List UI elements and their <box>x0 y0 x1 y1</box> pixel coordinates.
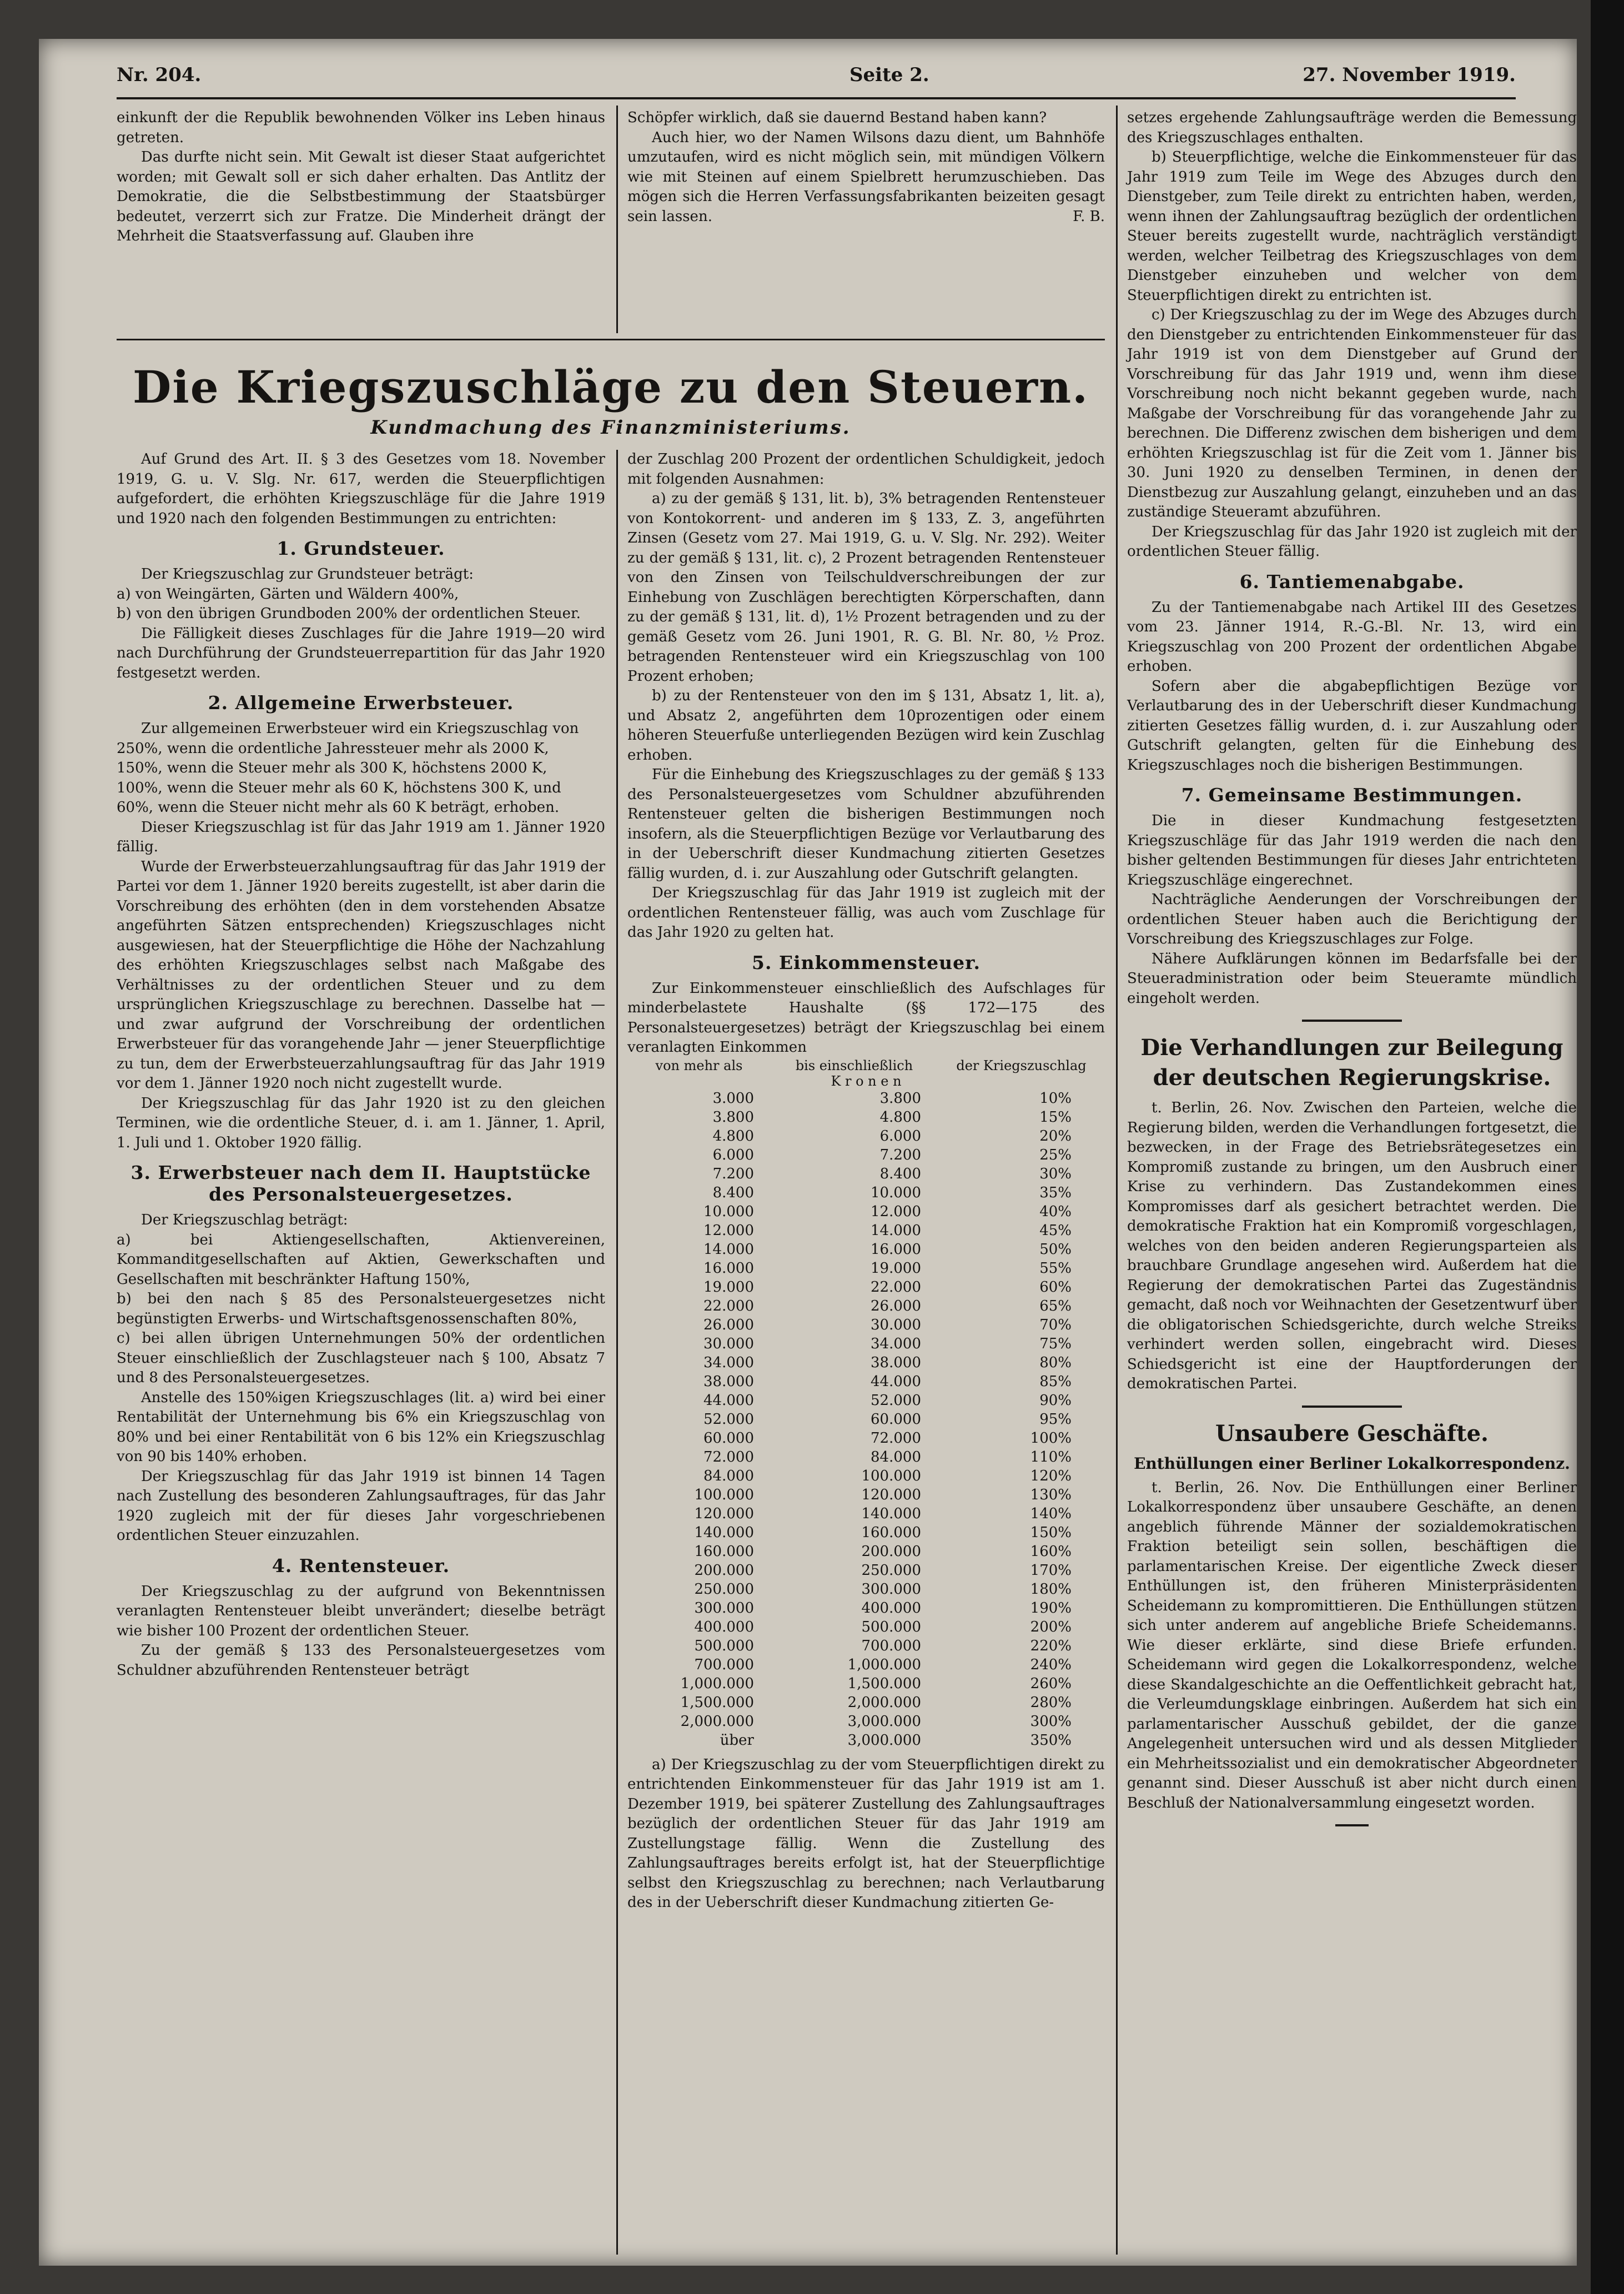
page-header <box>117 64 1516 99</box>
to-cell: 14.000 <box>871 1222 921 1239</box>
rate-cell: 220% <box>1030 1637 1072 1654</box>
income-tax-table <box>627 1058 1105 1750</box>
from-cell: 12.000 <box>703 1222 754 1239</box>
table-row <box>627 1429 1105 1448</box>
from-cell: 34.000 <box>703 1354 754 1371</box>
rate-cell: 50% <box>1039 1241 1072 1258</box>
table-row <box>627 1259 1105 1278</box>
rate-cell: 35% <box>1039 1184 1072 1201</box>
to-cell: 84.000 <box>871 1448 921 1465</box>
rate-cell: 40% <box>1039 1203 1072 1220</box>
table-row <box>627 1108 1105 1127</box>
news-headline: Unsaubere Geschäfte. <box>1215 1420 1489 1447</box>
rate-cell: 10% <box>1039 1090 1072 1107</box>
to-cell: 30.000 <box>871 1316 921 1333</box>
issue-date: 27. November 1919. <box>1303 64 1516 86</box>
rate-cell: 15% <box>1039 1108 1072 1126</box>
end-mark <box>1335 1824 1369 1826</box>
table-row <box>627 1485 1105 1504</box>
table-row <box>627 1580 1105 1599</box>
from-cell: 4.800 <box>712 1127 754 1145</box>
table-row <box>627 1731 1105 1750</box>
to-cell: 52.000 <box>871 1392 921 1409</box>
from-cell: 200.000 <box>694 1562 754 1579</box>
paragraph: Nähere Aufklärungen können im Bedarfsfalle bei der Steueradministration oder beim Steueramte mündlich eingeholt werden. <box>1127 950 1577 1007</box>
table-row <box>627 1127 1105 1146</box>
news-subtitle: Enthüllungen einer Berliner Lokalkorrespondenz. <box>1134 1454 1570 1473</box>
to-cell: 16.000 <box>871 1241 921 1258</box>
table-row <box>627 1693 1105 1712</box>
rate-cell: 100% <box>1030 1429 1072 1447</box>
rate-cell: 45% <box>1039 1222 1072 1239</box>
to-cell: 34.000 <box>871 1335 921 1352</box>
table-row <box>627 1240 1105 1259</box>
top-column-1 <box>117 108 605 247</box>
table-row <box>627 1504 1105 1523</box>
from-cell: 38.000 <box>703 1373 754 1390</box>
table-header: von mehr als <box>655 1057 743 1073</box>
paragraph: Die in dieser Kundmachung festgesetzten Kriegszuschläge für das Jahr 1919 werden die nach den bisher geltenden Bestimmungen für dieses Jahr entrichteten Kriegszuschläge eingerechnet. <box>1127 812 1577 889</box>
table-row <box>627 1146 1105 1164</box>
table-row <box>627 1202 1105 1221</box>
column-rule <box>1116 106 1118 2255</box>
paragraph: Das durfte nicht sein. Mit Gewalt ist dieser Staat aufgerichtet worden; mit Gewalt soll er sich daher erhalten. Das Antlitz der Demokratie, die die Selbstbestimmung der Staatsbürger bedeutet, verzerrt sich zur Fratze. Die Minderheit drängt der Mehrheit die Staatsverfassung auf. Glauben ihre <box>117 149 605 244</box>
paragraph: a) Der Kriegszuschlag zu der vom Steuerpflichtigen direkt zu entrichtenden Einkommensteuer für das Jahr 1919 ist am 1. Dezember 1919, bei späterer Zustellung des Zahlungsauftrages bezüglich der ordentlichen Steuer für das Jahr 1919 am Zustellungstage fällig. Wenn die Zustellung des Zahlungsauftrages bereits erfolgt ist, hat der Steuerpflichtige selbst den Kriegszuschlag zu berechnen; nach Verlautbarung des in der Ueberschrift dieser Kundmachung zitierten Ge- <box>627 1756 1105 1911</box>
paragraph: Zur Einkommensteuer einschließlich des Aufschlages für minderbelastete Haushalte (§§ 172—175 des Personalsteuergesetzes) beträgt der Kriegszuschlag bei einem veranlagten Einkommen <box>627 980 1105 1056</box>
paragraph: Der Kriegszuschlag beträgt: <box>141 1212 348 1228</box>
section-heading: 4. Rentensteuer. <box>271 1554 450 1577</box>
from-cell: 100.000 <box>694 1486 754 1503</box>
rate-item: 100%, wenn die Steuer mehr als 60 K, höchstens 300 K, und <box>117 779 561 796</box>
to-cell: 38.000 <box>871 1354 921 1371</box>
rate-cell: 170% <box>1030 1562 1072 1579</box>
section-heading: 3. Erwerbsteuer nach dem II. Hauptstücke des Personalsteuergesetzes. <box>130 1162 591 1205</box>
column-rule <box>616 450 618 2255</box>
rate-cell: 150% <box>1030 1524 1072 1541</box>
paragraph: Der Kriegszuschlag für das Jahr 1920 ist zu den gleichen Terminen, wie die ordentliche Steuer, d. i. am 1. Jänner, 1. April, 1. Juli und 1. Oktober 1920 fällig. <box>117 1095 605 1151</box>
from-cell: 140.000 <box>694 1524 754 1541</box>
rate-cell: 280% <box>1030 1694 1072 1711</box>
to-cell: 200.000 <box>861 1543 921 1560</box>
to-cell: 19.000 <box>871 1259 921 1277</box>
from-cell: 120.000 <box>694 1505 754 1522</box>
paragraph: einkunft der die Republik bewohnenden Völker ins Leben hinaus getreten. <box>117 109 605 146</box>
table-row <box>627 1221 1105 1240</box>
table-row <box>627 1561 1105 1580</box>
separator <box>1302 1020 1402 1022</box>
article-column-3 <box>1127 108 1577 1838</box>
rate-cell: 110% <box>1030 1448 1072 1465</box>
rate-cell: 90% <box>1039 1392 1072 1409</box>
from-cell: 84.000 <box>703 1467 754 1484</box>
paragraph: Dieser Kriegszuschlag ist für das Jahr 1919 am 1. Jänner 1920 fällig. <box>117 819 605 855</box>
from-cell: 30.000 <box>703 1335 754 1352</box>
from-cell: 3.800 <box>712 1108 754 1126</box>
from-cell: 10.000 <box>703 1203 754 1220</box>
page-number: Seite 2. <box>849 64 929 86</box>
from-cell: 7.200 <box>712 1165 754 1182</box>
from-cell: 8.400 <box>712 1184 754 1201</box>
table-row <box>627 1674 1105 1693</box>
rate-cell: 30% <box>1039 1165 1072 1182</box>
news-body: t. Berlin, 26. Nov. Die Enthüllungen einer Berliner Lokalkorrespondenz über unsaubere Geschäfte, an denen angeblich führende Männer der sozialdemokratischen Fraktion beteiligt sein sollen, beschäftigen die parlamentarischen Kreise. Der eigentliche Zweck dieser Enthüllungen ist, den früheren Ministerpräsidenten Scheidemann zu kompromittieren. Die Enthüllungen stützen sich unter anderem auf angebliche Briefe Scheidemanns. Wie dieser erklärte, sind diese Briefe erfunden. Scheidemann wird gegen die Lokalkorrespondenz, welche diese Skandalgeschichte an die Oeffentlichkeit gebracht hat, die Verleumdungsklage einbringen. Außerdem hat sich ein parlamentarischer Ausschuß gebildet, der die ganze Angelegenheit untersuchen wird und als dessen Mitglieder ein Mehrheitssozialist und ein demokratischer Abgeordneter genannt sind. Dieser Ausschuß ist aber nicht durch einen Beschluß der Nationalversammlung eingesetzt worden. <box>1127 1479 1577 1811</box>
list-item: a) bei Aktiengesellschaften, Aktienvereinen, Kommanditgesellschaften auf Aktien, Gewerkschaften und Gesellschaften mit beschränkter Haftung 150%, <box>117 1231 605 1288</box>
rate-cell: 80% <box>1039 1354 1072 1371</box>
table-row <box>627 1391 1105 1410</box>
rate-cell: 55% <box>1039 1259 1072 1277</box>
list-item: a) von Weingärten, Gärten und Wäldern 400%, <box>117 585 459 603</box>
table-row <box>627 1410 1105 1429</box>
paragraph: Wurde der Erwerbsteuerzahlungsauftrag für das Jahr 1919 der Partei vor dem 1. Jänner 1920 bereits zugestellt, ist aber darin die Vorschreibung des erhöhten (den in dem vorstehenden Absatze angeführten Sätzen entsprechenden) Kriegszuschlages nicht ausgewiesen, hat der Steuerpflichtige die Höhe der Nachzahlung des erhöhten Kriegszuschlages selbst nach Maßgabe des Verhältnisses zu der ordentlichen Steuer und zu dem ursprünglichen Kriegszuschlage zu berechnen. Dasselbe hat — und zwar aufgrund der Vorschreibung der ordentlichen Erwerbsteuer für das vorangehende Jahr — jener Steuerpflichtige zu tun, dem der Erwerbsteuerzahlungsauftrag für das Jahr 1919 vor dem 1. Jänner 1920 noch nicht zugestellt wurde. <box>117 858 605 1092</box>
rate-cell: 120% <box>1030 1467 1072 1484</box>
from-cell: 700.000 <box>694 1656 754 1673</box>
to-cell: 8.400 <box>879 1165 921 1182</box>
from-cell: 300.000 <box>694 1599 754 1617</box>
separator <box>1302 1405 1402 1408</box>
rate-cell: 25% <box>1039 1146 1072 1163</box>
rate-cell: 160% <box>1030 1543 1072 1560</box>
to-cell: 3.800 <box>879 1090 921 1107</box>
paragraph: c) Der Kriegszuschlag zu der im Wege des Abzuges durch den Dienstgeber zu entrichtenden Einkommensteuer für das Jahr 1919 ist von dem Dienstgeber auf Grund der Vorschreibung für das Jahr 1919 und, wenn ihm diese Vorschreibung noch nicht bekannt gegeben wurde, nach Maßgabe der Vorschreibung für das vorangehende Jahr zu berechnen. Die Differenz zwischen dem bisherigen und dem erhöhten Kriegszuschlag ist für die Zeit vom 1. Jänner bis 30. Juni 1920 zu denselben Terminen, in denen der Dienstbezug zur Auszahlung gelangt, einzuheben und an das zuständige Steueramt abzuführen. <box>1127 307 1577 520</box>
to-cell: 60.000 <box>871 1410 921 1428</box>
to-cell: 500.000 <box>861 1618 921 1635</box>
to-cell: 44.000 <box>871 1373 921 1390</box>
to-cell: 26.000 <box>871 1297 921 1314</box>
rate-cell: 65% <box>1039 1297 1072 1314</box>
to-cell: 1,500.000 <box>847 1675 921 1692</box>
paragraph: Die Fälligkeit dieses Zuschlages für die Jahre 1919—20 wird nach Durchführung der Grundsteuerrepartition für das Jahr 1920 festgesetzt werden. <box>117 625 605 681</box>
to-cell: 12.000 <box>871 1203 921 1220</box>
paragraph: Der Kriegszuschlag für das Jahr 1919 ist binnen 14 Tagen nach Zustellung des besonderen Zahlungsauftrages, für das Jahr 1920 zugleich mit der für dieses Jahr vorgeschriebenen ordentlichen Steuer einzuzahlen. <box>117 1468 605 1544</box>
rate-cell: 70% <box>1039 1316 1072 1333</box>
paragraph: Auch hier, wo der Namen Wilsons dazu dient, um Bahnhöfe umzutaufen, wird es nicht möglich sein, mit mündigen Völkern wie mit Steinen auf einem Spielbrett herumzuschieben. Das mögen sich die Herren Verfassungsfabrikanten beizeiten gesagt sein lassen. <box>627 129 1105 225</box>
rate-cell: 190% <box>1030 1599 1072 1617</box>
rate-item: 150%, wenn die Steuer mehr als 300 K, höchstens 2000 K, <box>117 760 547 776</box>
to-cell: 7.200 <box>879 1146 921 1163</box>
list-item: b) bei den nach § 85 des Personalsteuergesetzes nicht begünstigten Erwerbs- und Wirtschaftsgenossenschaften 80%, <box>117 1291 605 1327</box>
rate-cell: 300% <box>1030 1713 1072 1730</box>
to-cell: 160.000 <box>861 1524 921 1541</box>
table-row <box>627 1712 1105 1731</box>
table-row <box>627 1372 1105 1391</box>
paragraph: Der Kriegszuschlag zu der aufgrund von Bekenntnissen veranlagten Rentensteuer bleibt unverändert; dieselbe beträgt wie bisher 100 Prozent der ordentlichen Steuer. <box>117 1583 605 1639</box>
from-cell: 60.000 <box>703 1429 754 1447</box>
section-heading: 6. Tantiemenabgabe. <box>1239 570 1465 593</box>
table-row <box>627 1523 1105 1542</box>
to-cell: 2,000.000 <box>847 1694 921 1711</box>
table-row <box>627 1278 1105 1297</box>
rate-cell: 60% <box>1039 1278 1072 1296</box>
table-row <box>627 1448 1105 1467</box>
from-cell: 22.000 <box>703 1297 754 1314</box>
news-body: t. Berlin, 26. Nov. Zwischen den Parteien, welche die Regierung bilden, werden die Verhandlungen fortgesetzt, die bezwecken, in der Frage des Betriebsrätegesetzes ein Kompromiß zustande zu bringen, um den Ausbruch einer Krise zu verhindern. Das Zustandekommen eines Kompromisses darf als gesichert betrachtet werden. Die demokratische Fraktion hat ein Kompromiß vorgeschlagen, welches von den beiden anderen Regierungsparteien als brauchbare Grundlage angesehen wird. Außerdem hat die Regierung der demokratischen Partei das Zugeständnis gemacht, daß noch vor Weihnachten der Gesetzentwurf über die obligatorischen Schiedsgerichte, durch welche Streiks verhindert werden sollen, eingebracht wird. Dieses Schiedsgericht ist eine der Hauptforderungen der demokratischen Partei. <box>1127 1100 1577 1392</box>
rate-cell: 260% <box>1030 1675 1072 1692</box>
table-row <box>627 1089 1105 1108</box>
paragraph: a) zu der gemäß § 131, lit. b), 3% betragenden Rentensteuer von Kontokorrent- und anderen im § 133, Z. 3, angeführten Zinsen (Gesetz vom 27. Mai 1919, G. u. V. Slg. Nr. 292). Weiter zu der gemäß § 131, lit. c), 2 Prozent betragenden Rentensteuer von den Zinsen von Teilschuldverschreibungen der zur Einhebung von Zuschlägen berechtigten Körperschaften, dann zu der gemäß § 131, lit. d), 1½ Prozent betragenden und zu der gemäß Gesetz vom 26. Juni 1901, R. G. Bl. Nr. 80, ½ Proz. betragenden Rentensteuer wird ein Kriegszuschlag von 100 Prozent erhoben; <box>627 490 1105 685</box>
from-cell: 400.000 <box>694 1618 754 1635</box>
from-cell: 6.000 <box>712 1146 754 1163</box>
table-row <box>627 1183 1105 1202</box>
table-header: bis einschließlich <box>795 1057 913 1073</box>
table-row <box>627 1297 1105 1316</box>
table-row <box>627 1334 1105 1353</box>
article-title: Die Kriegszuschläge zu den Steuern. <box>132 361 1089 413</box>
to-cell: 120.000 <box>861 1486 921 1503</box>
from-cell: 16.000 <box>703 1259 754 1277</box>
section-heading: 7. Gemeinsame Bestimmungen. <box>1181 784 1523 806</box>
to-cell: 72.000 <box>871 1429 921 1447</box>
from-cell: 52.000 <box>703 1410 754 1428</box>
table-row <box>627 1618 1105 1637</box>
section-rule <box>117 339 1105 340</box>
table-row <box>627 1467 1105 1485</box>
paragraph: b) Steuerpflichtige, welche die Einkommensteuer für das Jahr 1919 zum Teile im Wege des Abzuges durch den Dienstgeber, zum Teile direkt zu entrichten haben, werden, wenn ihnen der Zahlungsauftrag bezüglich der ordentlichen Steuer bereits zugestellt wurde, nachträglich verständigt werden, welcher Teilbetrag des Kriegszuschlages von dem Dienstgeber einzuheben und welcher von dem Steuerpflichtigen direkt zu entrichten ist. <box>1127 149 1577 304</box>
table-row <box>627 1637 1105 1655</box>
intro-paragraph: Auf Grund des Art. II. § 3 des Gesetzes vom 18. November 1919, G. u. V. Slg. Nr. 617, werden die Steuerpflichtigen aufgefordert, die erhöhten Kriegszuschläge für die Jahre 1919 und 1920 nach den folgenden Bestimmungen zu entrichten: <box>117 451 605 527</box>
rate-item: 250%, wenn die ordentliche Jahressteuer mehr als 2000 K, <box>117 740 549 757</box>
to-cell: 250.000 <box>861 1562 921 1579</box>
from-cell: 250.000 <box>694 1580 754 1598</box>
to-cell: 4.800 <box>879 1108 921 1126</box>
list-item: c) bei allen übrigen Unternehmungen 50% der ordentlichen Steuer einschließlich der Zuschlagsteuer nach § 100, Absatz 7 und 8 des Personalsteuergesetzes. <box>117 1330 605 1386</box>
newspaper-page <box>39 39 1577 2266</box>
rate-item: 60%, wenn die Steuer nicht mehr als 60 K beträgt, erhoben. <box>117 799 560 816</box>
from-cell: 19.000 <box>703 1278 754 1296</box>
to-cell: 140.000 <box>861 1505 921 1522</box>
from-cell: 26.000 <box>703 1316 754 1333</box>
from-cell: 500.000 <box>694 1637 754 1654</box>
to-cell: 1,000.000 <box>847 1656 921 1673</box>
paragraph: Der Kriegszuschlag für das Jahr 1920 ist zugleich mit der ordentlichen Steuer fällig. <box>1127 523 1577 560</box>
section-heading: 1. Grundsteuer. <box>276 538 445 559</box>
table-row <box>627 1542 1105 1561</box>
from-cell: über <box>720 1731 754 1749</box>
rate-cell: 350% <box>1030 1731 1072 1749</box>
to-cell: 300.000 <box>861 1580 921 1598</box>
scan-edge <box>1591 0 1624 2294</box>
issue-number: Nr. 204. <box>117 64 202 86</box>
section-heading: 5. Einkommensteuer. <box>752 951 981 973</box>
rate-cell: 95% <box>1039 1410 1072 1428</box>
table-row <box>627 1353 1105 1372</box>
to-cell: 22.000 <box>871 1278 921 1296</box>
author-initials: F. B. <box>1073 208 1105 225</box>
table-row <box>627 1316 1105 1334</box>
column-rule <box>616 106 618 333</box>
rate-cell: 200% <box>1030 1618 1072 1635</box>
from-cell: 2,000.000 <box>680 1713 754 1730</box>
article-column-2 <box>627 450 1105 1913</box>
rate-cell: 75% <box>1039 1335 1072 1352</box>
to-cell: 100.000 <box>861 1467 921 1484</box>
to-cell: 10.000 <box>871 1184 921 1201</box>
rate-cell: 180% <box>1030 1580 1072 1598</box>
table-header: der Kriegszuschlag <box>956 1057 1087 1073</box>
paragraph: Sofern aber die abgabepflichtigen Bezüge vor Verlautbarung des in der Ueberschrift dieser Kundmachung zitierten Gesetzes fällig wurden, d. i. zur Auszahlung oder Gutschrift gelangten, gelten für die Einhebung des Kriegszuschlages noch die bisherigen Bestimmungen. <box>1127 677 1577 774</box>
from-cell: 3.000 <box>712 1090 754 1107</box>
table-row <box>627 1655 1105 1674</box>
paragraph: Zu der Tantiemenabgabe nach Artikel III des Gesetzes vom 23. Jänner 1914, R.-G.-Bl. Nr. 13, wird ein Kriegszuschlag von 200 Prozent der ordentlichen Abgabe erhoben. <box>1127 599 1577 675</box>
list-item: b) von den übrigen Grundboden 200% der ordentlichen Steuer. <box>117 605 581 622</box>
paragraph: Nachträgliche Aenderungen der Vorschreibungen der ordentlichen Steuer haben auch die Berichtigung der Vorschreibung des Kriegszuschlages zur Folge. <box>1127 891 1577 947</box>
to-cell: 400.000 <box>861 1599 921 1617</box>
from-cell: 72.000 <box>703 1448 754 1465</box>
rate-cell: 240% <box>1030 1656 1072 1673</box>
paragraph: Der Kriegszuschlag zur Grundsteuer beträgt: <box>141 566 474 583</box>
from-cell: 1,000.000 <box>680 1675 754 1692</box>
paragraph: Anstelle des 150%igen Kriegszuschlages (lit. a) wird bei einer Rentabilität der Unternehmung bis 6% ein Kriegszuschlag von 80% und bei einer Rentabilität von 6 bis 12% ein Kriegszuschlag von 90 bis 140% erhoben. <box>117 1389 605 1465</box>
to-cell: 3,000.000 <box>847 1731 921 1749</box>
paragraph: Zu der gemäß § 133 des Personalsteuergesetzes vom Schuldner abzuführenden Rentensteuer beträgt <box>117 1642 605 1679</box>
from-cell: 14.000 <box>703 1241 754 1258</box>
paragraph: Schöpfer wirklich, daß sie dauernd Bestand haben kann? <box>627 109 1047 126</box>
paragraph: b) zu der Rentensteuer von den im § 131, Absatz 1, lit. a), und Absatz 2, angeführten dem 10prozentigen oder einem höheren Steuerfuße unterliegenden Bezügen wird kein Zuschlag erhoben. <box>627 687 1105 764</box>
to-cell: 700.000 <box>861 1637 921 1654</box>
from-cell: 160.000 <box>694 1543 754 1560</box>
rate-cell: 140% <box>1030 1505 1072 1522</box>
rate-cell: 20% <box>1039 1127 1072 1145</box>
table-unit: K r o n e n <box>831 1073 902 1089</box>
to-cell: 6.000 <box>879 1127 921 1145</box>
from-cell: 44.000 <box>703 1392 754 1409</box>
paragraph: der Zuschlag 200 Prozent der ordentlichen Schuldigkeit, jedoch mit folgenden Ausnahmen: <box>627 451 1105 488</box>
rate-cell: 85% <box>1039 1373 1072 1390</box>
paragraph: setzes ergehende Zahlungsaufträge werden die Bemessung des Kriegszuschlages enthalten. <box>1127 109 1577 146</box>
paragraph: Für die Einhebung des Kriegszuschlages zu der gemäß § 133 des Personalsteuergesetzes vom Schuldner abzuführenden Rentensteuer gelten die bisherigen Bestimmungen noch insofern, als die Steuerpflichtigen Bezüge vor Verlautbarung des in der Ueberschrift dieser Kundmachung zitierten Gesetzes fällig wurden, d. i. zur Auszahlung oder Gutschrift gelangten. <box>627 766 1105 882</box>
table-row <box>627 1599 1105 1618</box>
paragraph: Der Kriegszuschlag für das Jahr 1919 ist zugleich mit der ordentlichen Rentensteuer fällig, was auch vom Zuschlage für das Jahr 1920 zu gelten hat. <box>627 885 1105 941</box>
article-subtitle: Kundmachung des Finanzministeriums. <box>370 416 851 439</box>
article-column-1 <box>117 450 605 1680</box>
to-cell: 3,000.000 <box>847 1713 921 1730</box>
table-row <box>627 1164 1105 1183</box>
top-column-2 <box>627 108 1105 227</box>
news-headline: Die Verhandlungen zur Beilegung der deutschen Regierungskrise. <box>1140 1035 1563 1091</box>
rate-cell: 130% <box>1030 1486 1072 1503</box>
from-cell: 1,500.000 <box>680 1694 754 1711</box>
section-heading: 2. Allgemeine Erwerbsteuer. <box>208 692 514 714</box>
paragraph: Zur allgemeinen Erwerbsteuer wird ein Kriegszuschlag von <box>141 720 579 737</box>
